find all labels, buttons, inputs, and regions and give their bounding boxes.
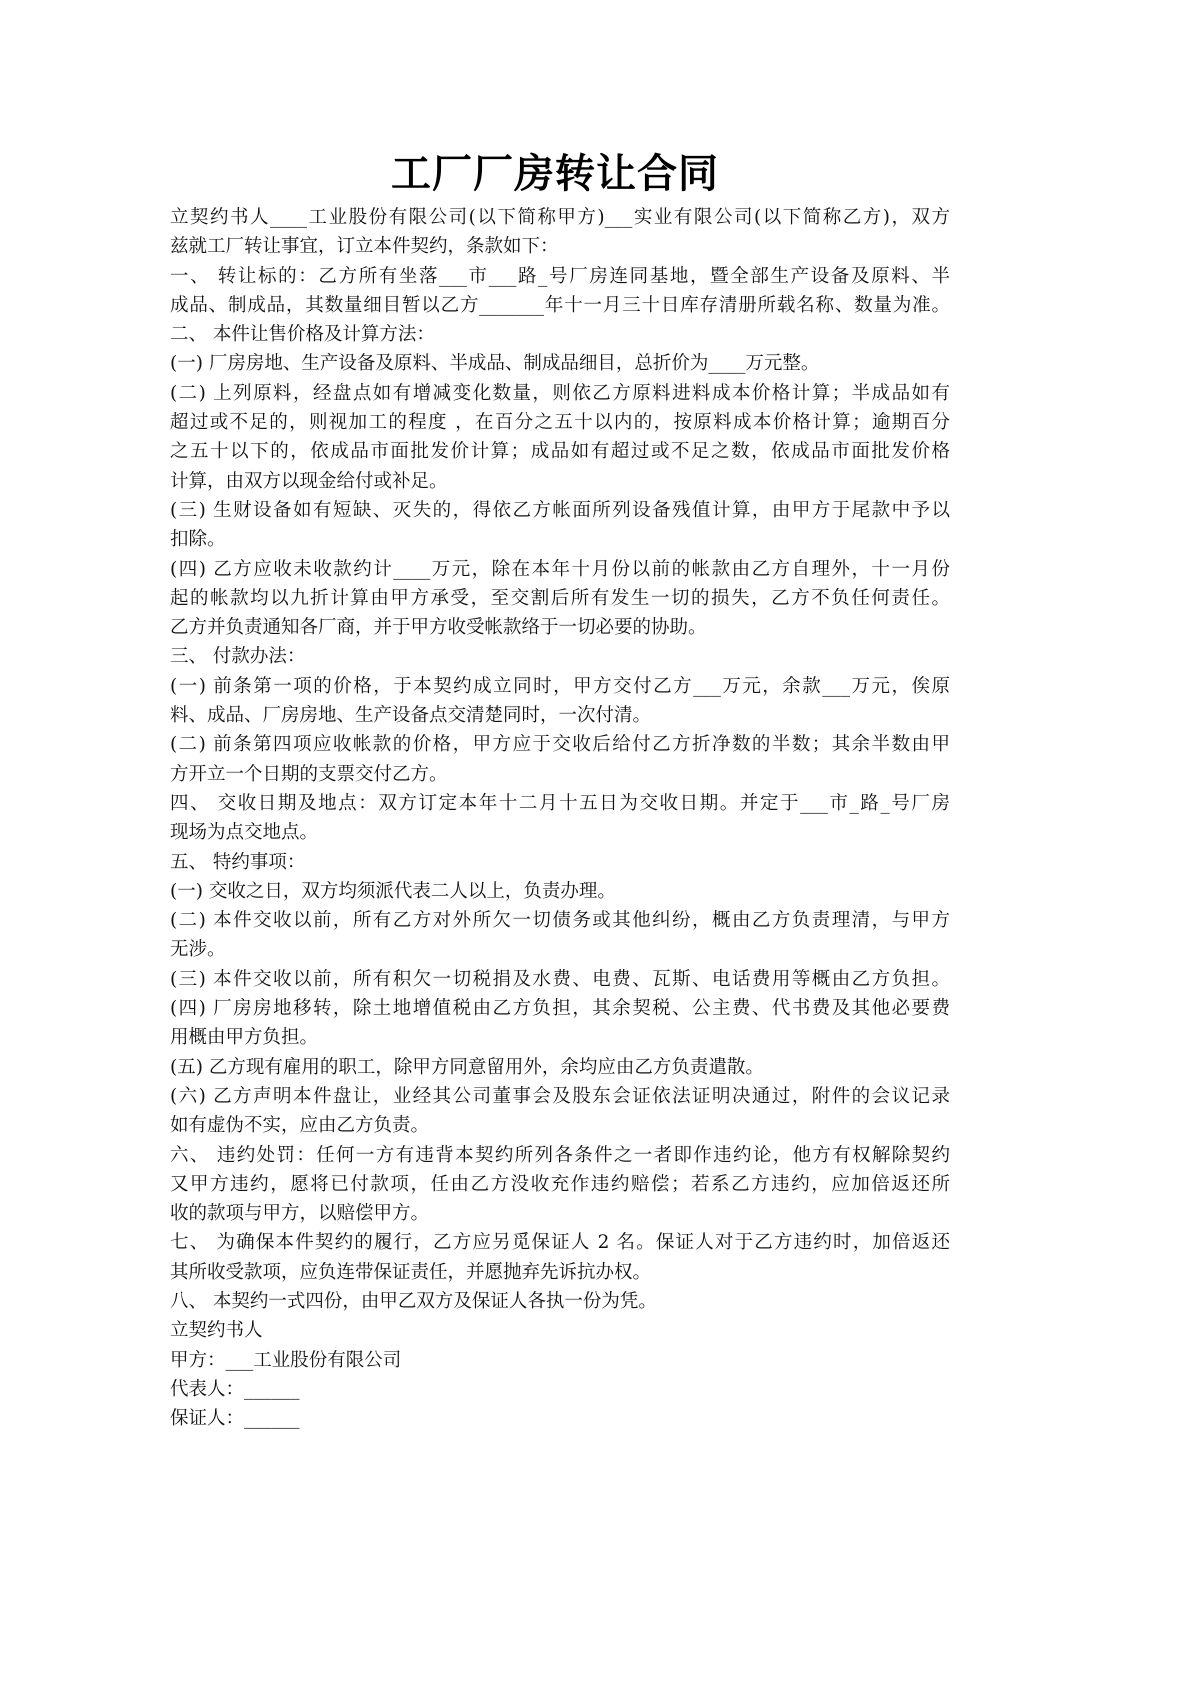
guarantor-signature: 保证人：______ [170,1408,300,1430]
clause-3-heading: 三、 付款办法： [170,646,306,668]
clause-2-item-4-line-2: 起的帐款均以九折计算由甲方承受，至交割后所有发生一切的损失，乙方不负任何责任。 [170,587,950,609]
signatory-heading: 立契约书人 [170,1320,263,1342]
clause-2-item-3-line-1: (三) 生财设备如有短缺、灭失的，得依乙方帐面所列设备残值计算，由甲方于尾款中予以 [170,499,950,521]
clause-2-item-2-line-1: (二) 上列原料，经盘点如有增减变化数量，则依乙方原料进料成本价格计算；半成品如有 [170,382,950,404]
clause-2-heading: 二、 本件让售价格及计算方法： [170,324,435,346]
clause-2-item-4-line-3: 乙方并负责通知各厂商，并于甲方收受帐款络于一切必要的协助。 [170,617,707,639]
clause-1-line-2: 成品、制成品，其数量细目暂以乙方_______年十一月三十日库存清册所载名称、数量为准。 [170,294,950,316]
clause-3-item-2-line-1: (二) 前条第四项应收帐款的价格，甲方应于交收后给付乙方折净数的半数；其余半数由甲 [170,734,950,756]
clause-1-line-1: 一、 转让标的：乙方所有坐落___市___路_号厂房连同基地，暨全部生产设备及原料、半 [170,265,950,287]
clause-6-line-1: 六、 违约处罚：任何一方有违背本契约所列各条件之一者即作违约论，他方有权解除契约 [170,1144,950,1166]
document-title: 工厂厂房转让合同 [391,151,719,197]
clause-5-item-1: (一) 交收之日，双方均须派代表二人以上，负责办理。 [170,880,616,902]
clause-2-item-2-line-2: 超过或不足的，则视加工的程度 ，在百分之五十以内的，按原料成本价格计算；逾期百分 [170,412,950,434]
clause-4-line-2: 现场为点交地点。 [170,822,319,844]
clause-5-item-5: (五) 乙方现有雇用的职工，除甲方同意留用外，余均应由乙方负责遣散。 [170,1056,764,1078]
clause-5-item-6-line-2: 如有虚伪不实，应由乙方负责。 [170,1115,430,1137]
clause-2-item-3-line-2: 扣除。 [170,529,226,551]
clause-3-item-1-line-1: (一) 前条第一项的价格，于本契约成立同时，甲方交付乙方___万元，余款___万元，俟原 [170,675,950,697]
clause-3-item-2-line-2: 方开立一个日期的支票交付乙方。 [170,763,448,785]
clause-7-line-1: 七、 为确保本件契约的履行，乙方应另觅保证人 2 名。保证人对于乙方违约时，加倍返还 [170,1232,950,1254]
clause-5-item-4-line-1: (四) 厂房房地移转，除土地增值税由乙方负担，其余契税、公主费、代书费及其他必要费 [170,998,950,1020]
clause-2-item-2-line-3: 之五十以下的，依成品市面批发价计算；成品如有超过或不足之数，依成品市面批发价格 [170,441,950,463]
clause-6-line-3: 收的款项与甲方，以赔偿甲方。 [170,1203,430,1225]
clause-2-item-2-line-4: 计算，由双方以现金给付或补足。 [170,470,448,492]
clause-6-line-2: 又甲方违约，愿将已付款项，任由乙方没收充作违约赔偿；若系乙方违约，应加倍返还所 [170,1173,950,1195]
clause-5-item-4-line-2: 用概由甲方负担。 [170,1027,319,1049]
clause-8: 八、 本契约一式四份，由甲乙双方及保证人各执一份为凭。 [170,1290,657,1312]
clause-5-item-2-line-2: 无涉。 [170,939,226,961]
preamble-line-1: 立契约书人____工业股份有限公司(以下简称甲方)___实业有限公司(以下简称乙方)，双方 [170,207,950,228]
clause-5-heading: 五、 特约事项： [170,851,306,873]
clause-4-line-1: 四、 交收日期及地点：双方订定本年十二月十五日为交收日期。并定于___市_路_号厂房 [170,792,950,814]
party-a-signature: 甲方：___工业股份有限公司 [170,1349,402,1371]
representative-signature: 代表人：______ [170,1378,300,1400]
clause-5-item-6-line-1: (六) 乙方声明本件盘让，业经其公司董事会及股东会证依法证明决通过，附件的会议记录 [170,1085,950,1107]
clause-2-item-1: (一) 厂房房地、生产设备及原料、半成品、制成品细目，总折价为____万元整。 [170,353,820,375]
clause-3-item-1-line-2: 料、成品、厂房房地、生产设备点交清楚同时，一次付清。 [170,705,652,727]
preamble-line-2: 兹就工厂转让事宜，订立本件契约，条款如下： [170,236,559,258]
clause-7-line-2: 其所收受款项，应负连带保证责任，并愿抛弃先诉抗办权。 [170,1261,652,1283]
clause-5-item-2-line-1: (二) 本件交收以前，所有乙方对外所欠一切债务或其他纠纷，概由乙方负责理清，与甲方 [170,910,950,932]
document-body [170,203,950,1433]
clause-2-item-4-line-1: (四) 乙方应收未收款约计____万元，除在本年十月份以前的帐款由乙方自理外，十一月份 [170,558,950,580]
clause-5-item-3: (三) 本件交收以前，所有积欠一切税捐及水费、电费、瓦斯、电话费用等概由乙方负担。 [170,968,950,990]
